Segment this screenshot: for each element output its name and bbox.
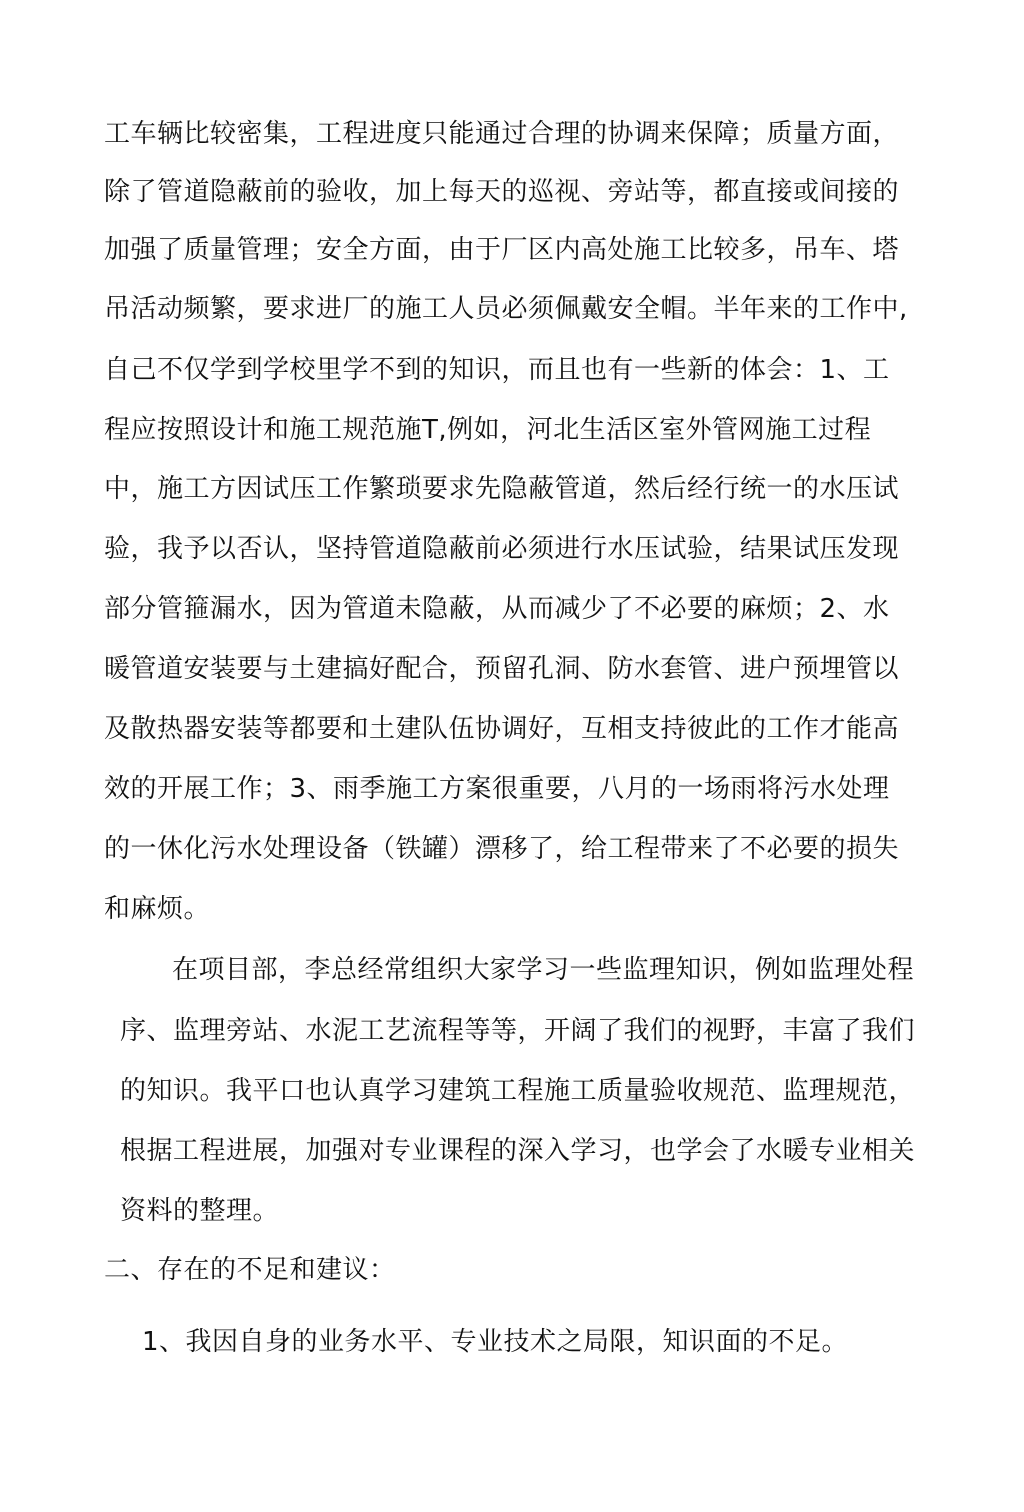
paragraph-2-line-4: 根据工程进展，加强对专业课程的深入学习，也学会了水暖专业相关: [120, 1136, 916, 1166]
paragraph-2-line-2: 序、监理旁站、水泥工艺流程等等，开阔了我们的视野，丰富了我们: [120, 1016, 916, 1046]
paragraph-2-line-3: 的知识。我平口也认真学习建筑工程施工质量验收规范、监理规范，: [120, 1076, 916, 1106]
paragraph-1-line-11: 及散热器安装等都要和土建队伍协调好，互相支持彼此的工作才能高: [104, 714, 900, 744]
paragraph-2-line-5: 资料的整理。: [120, 1196, 280, 1226]
paragraph-2-line-1: 在项目部，李总经常组织大家学习一些监理知识，例如监理处程: [172, 955, 915, 985]
paragraph-1-line-12: 效的开展工作；3、雨季施工方案很重要，八月的一场雨将污水处理: [104, 774, 890, 804]
paragraph-1-line-7: 中，施工方因试压工作繁琐要求先隐蔽管道，然后经行统一的水压试: [104, 474, 900, 504]
paragraph-1-line-14: 和麻烦。: [104, 894, 211, 924]
paragraph-1-line-10: 暖管道安装要与土建搞好配合，预留孔洞、防水套管、进户预埋管以: [104, 654, 900, 684]
paragraph-1-line-9: 部分管箍漏水，因为管道未隐蔽，从而减少了不必要的麻烦；2、水: [104, 594, 890, 624]
paragraph-1-line-1: 工车辆比较密集，工程进度只能通过合理的协调来保障；质量方面，: [104, 119, 900, 149]
list-item-1: 1、我因自身的业务水平、专业技术之局限，知识面的不足。: [142, 1327, 849, 1357]
section-heading: 二、存在的不足和建议：: [104, 1255, 396, 1285]
paragraph-1-line-6: 程应按照设计和施工规范施T,例如，河北生活区室外管网施工过程: [104, 415, 872, 445]
paragraph-1-line-8: 验，我予以否认，坚持管道隐蔽前必须进行水压试验，结果试压发现: [104, 534, 900, 564]
paragraph-1-line-3: 加强了质量管理；安全方面，由于厂区内高处施工比较多，吊车、塔: [104, 235, 900, 265]
paragraph-1-line-13: 的一休化污水处理设备（铁罐）漂移了，给工程带来了不必要的损失: [104, 834, 900, 864]
paragraph-1-line-4: 吊活动频繁，要求进厂的施工人员必须佩戴安全帽。半年来的工作中,: [104, 294, 908, 324]
paragraph-1-line-5: 自己不仅学到学校里学不到的知识，而且也有一些新的体会：1、工: [104, 355, 890, 385]
paragraph-1-line-2: 除了管道隐蔽前的验收，加上每天的巡视、旁站等，都直接或间接的: [104, 177, 900, 207]
